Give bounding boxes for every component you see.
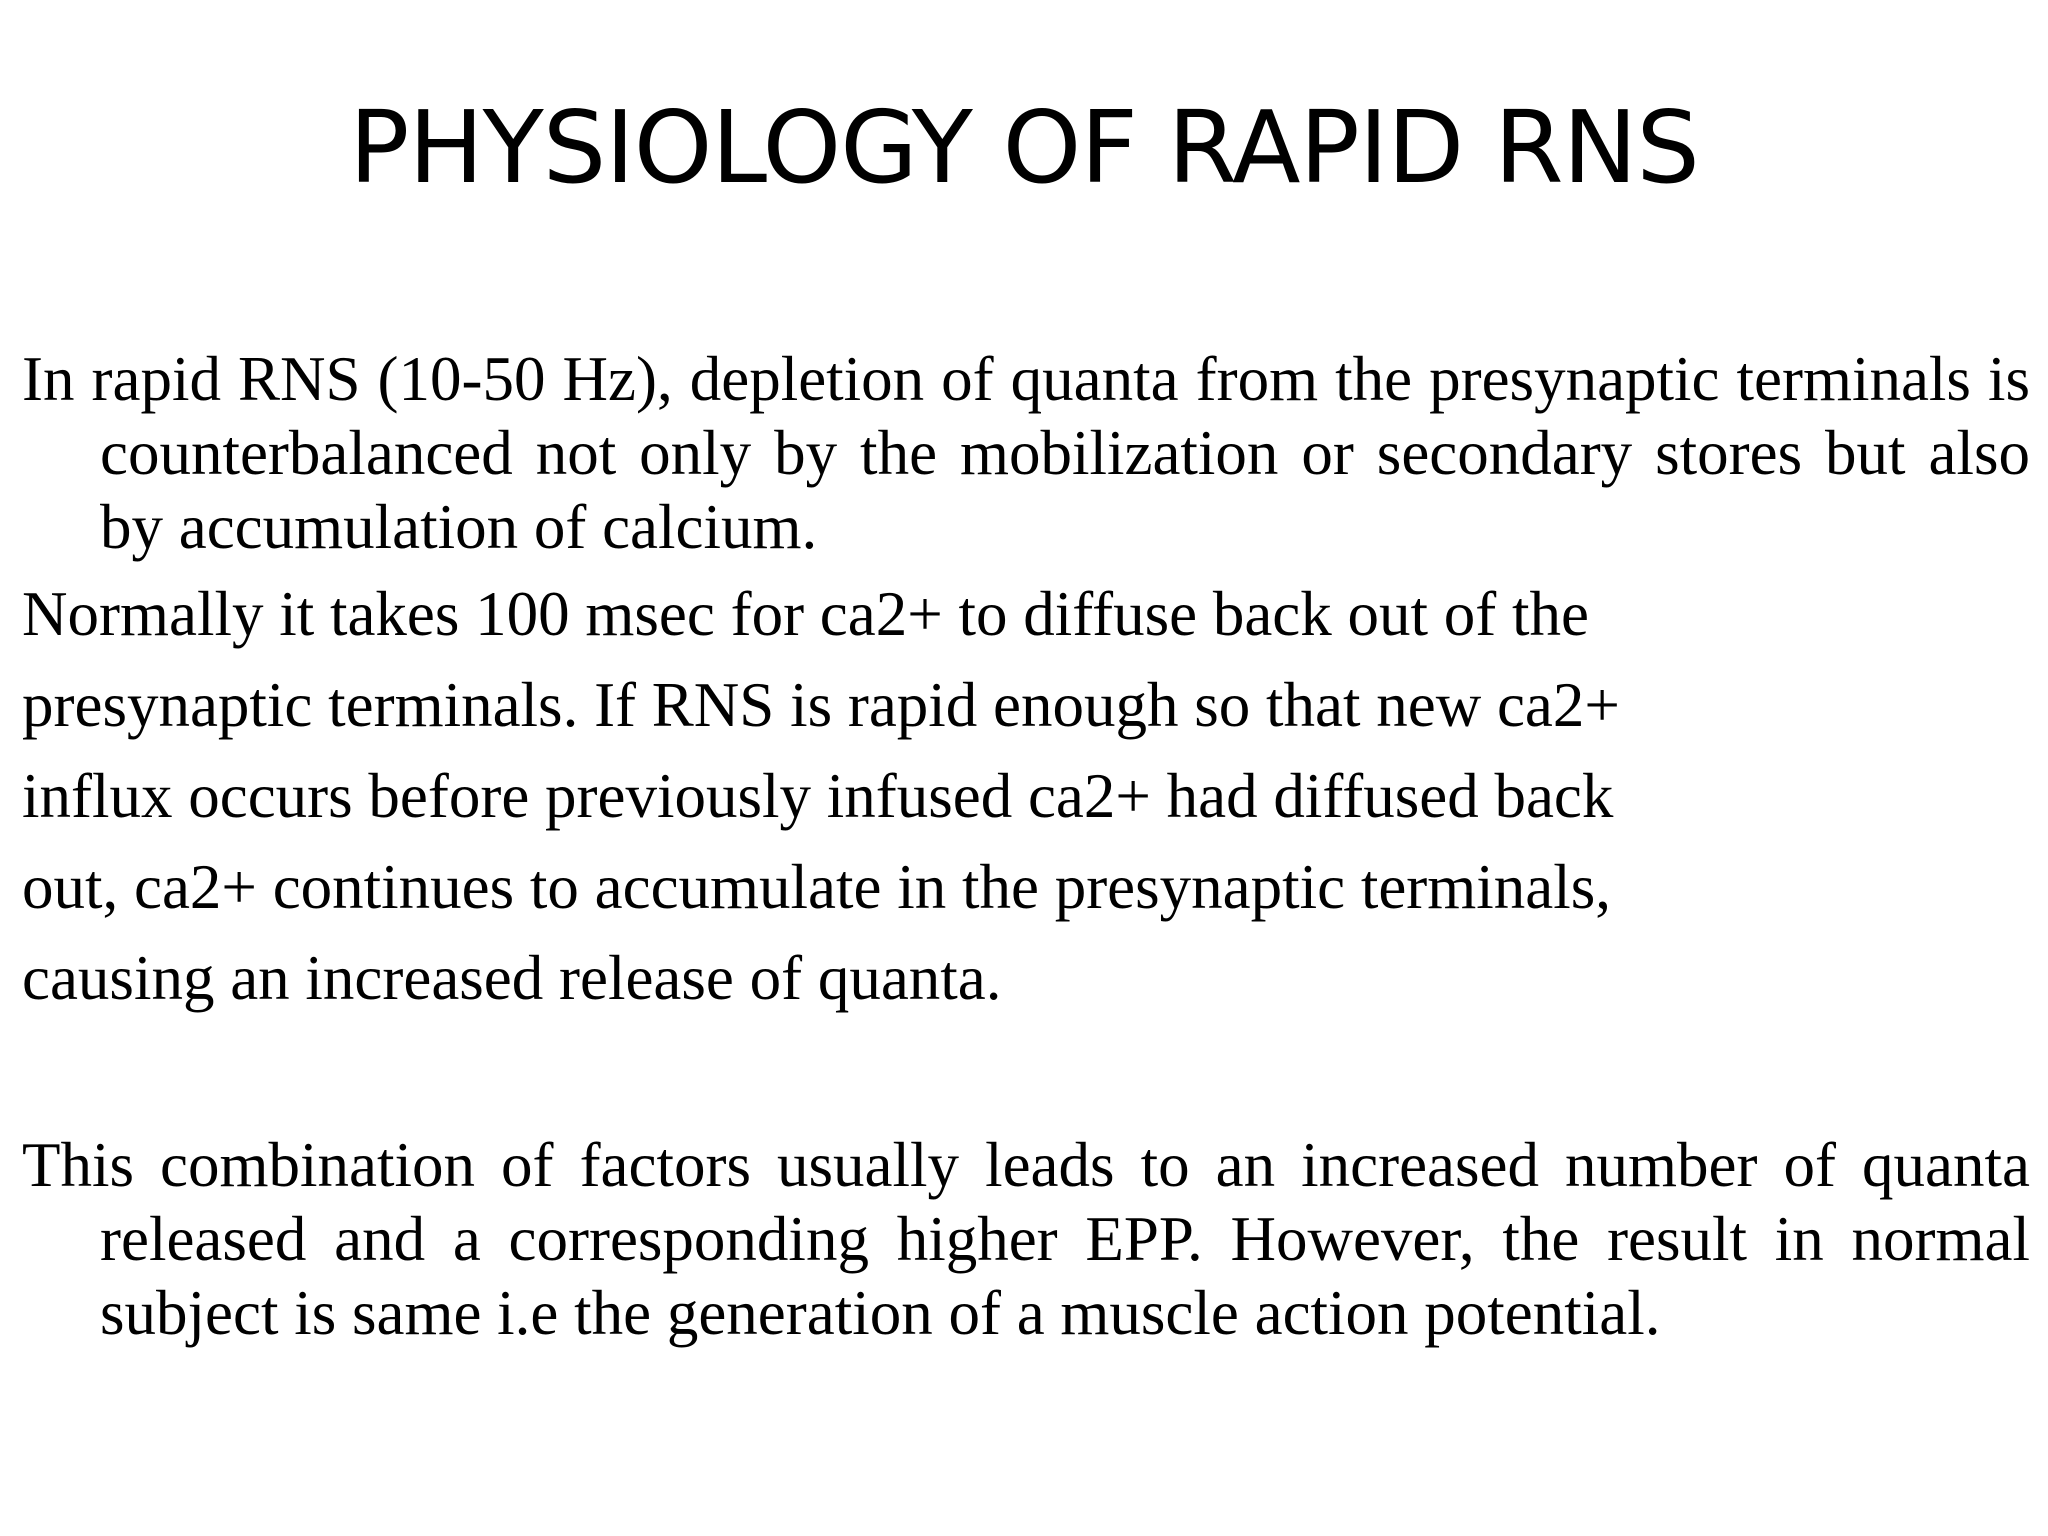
paragraph-rapid-rns-depletion: In rapid RNS (10-50 Hz), depletion of quanta from the presynaptic terminals is counterbalanced not only by the mobilization or secondary stores but also by accumulation of calcium. bbox=[22, 344, 2030, 562]
paragraph-line: presynaptic terminals. If RNS is rapid enough so that new ca2+ bbox=[22, 670, 1620, 740]
paragraph-line: influx occurs before previously infused ca2+ had diffused back bbox=[22, 761, 1614, 831]
paragraph-combination-of-factors: This combination of factors usually leads to an increased number of quanta released and a corresponding higher EPP. However, the result in normal subject is same i.e the generation of a muscle action potential. bbox=[22, 1130, 2030, 1348]
paragraph-calcium-accumulation bbox=[22, 577, 1922, 1032]
paragraph-line: Normally it takes 100 msec for ca2+ to diffuse back out of the bbox=[22, 579, 1589, 649]
paragraph-line: causing an increased release of quanta. bbox=[22, 943, 1002, 1013]
slide-title: PHYSIOLOGY OF RAPID RNS bbox=[349, 89, 1699, 206]
paragraph-line: out, ca2+ continues to accumulate in the presynaptic terminals, bbox=[22, 852, 1612, 922]
